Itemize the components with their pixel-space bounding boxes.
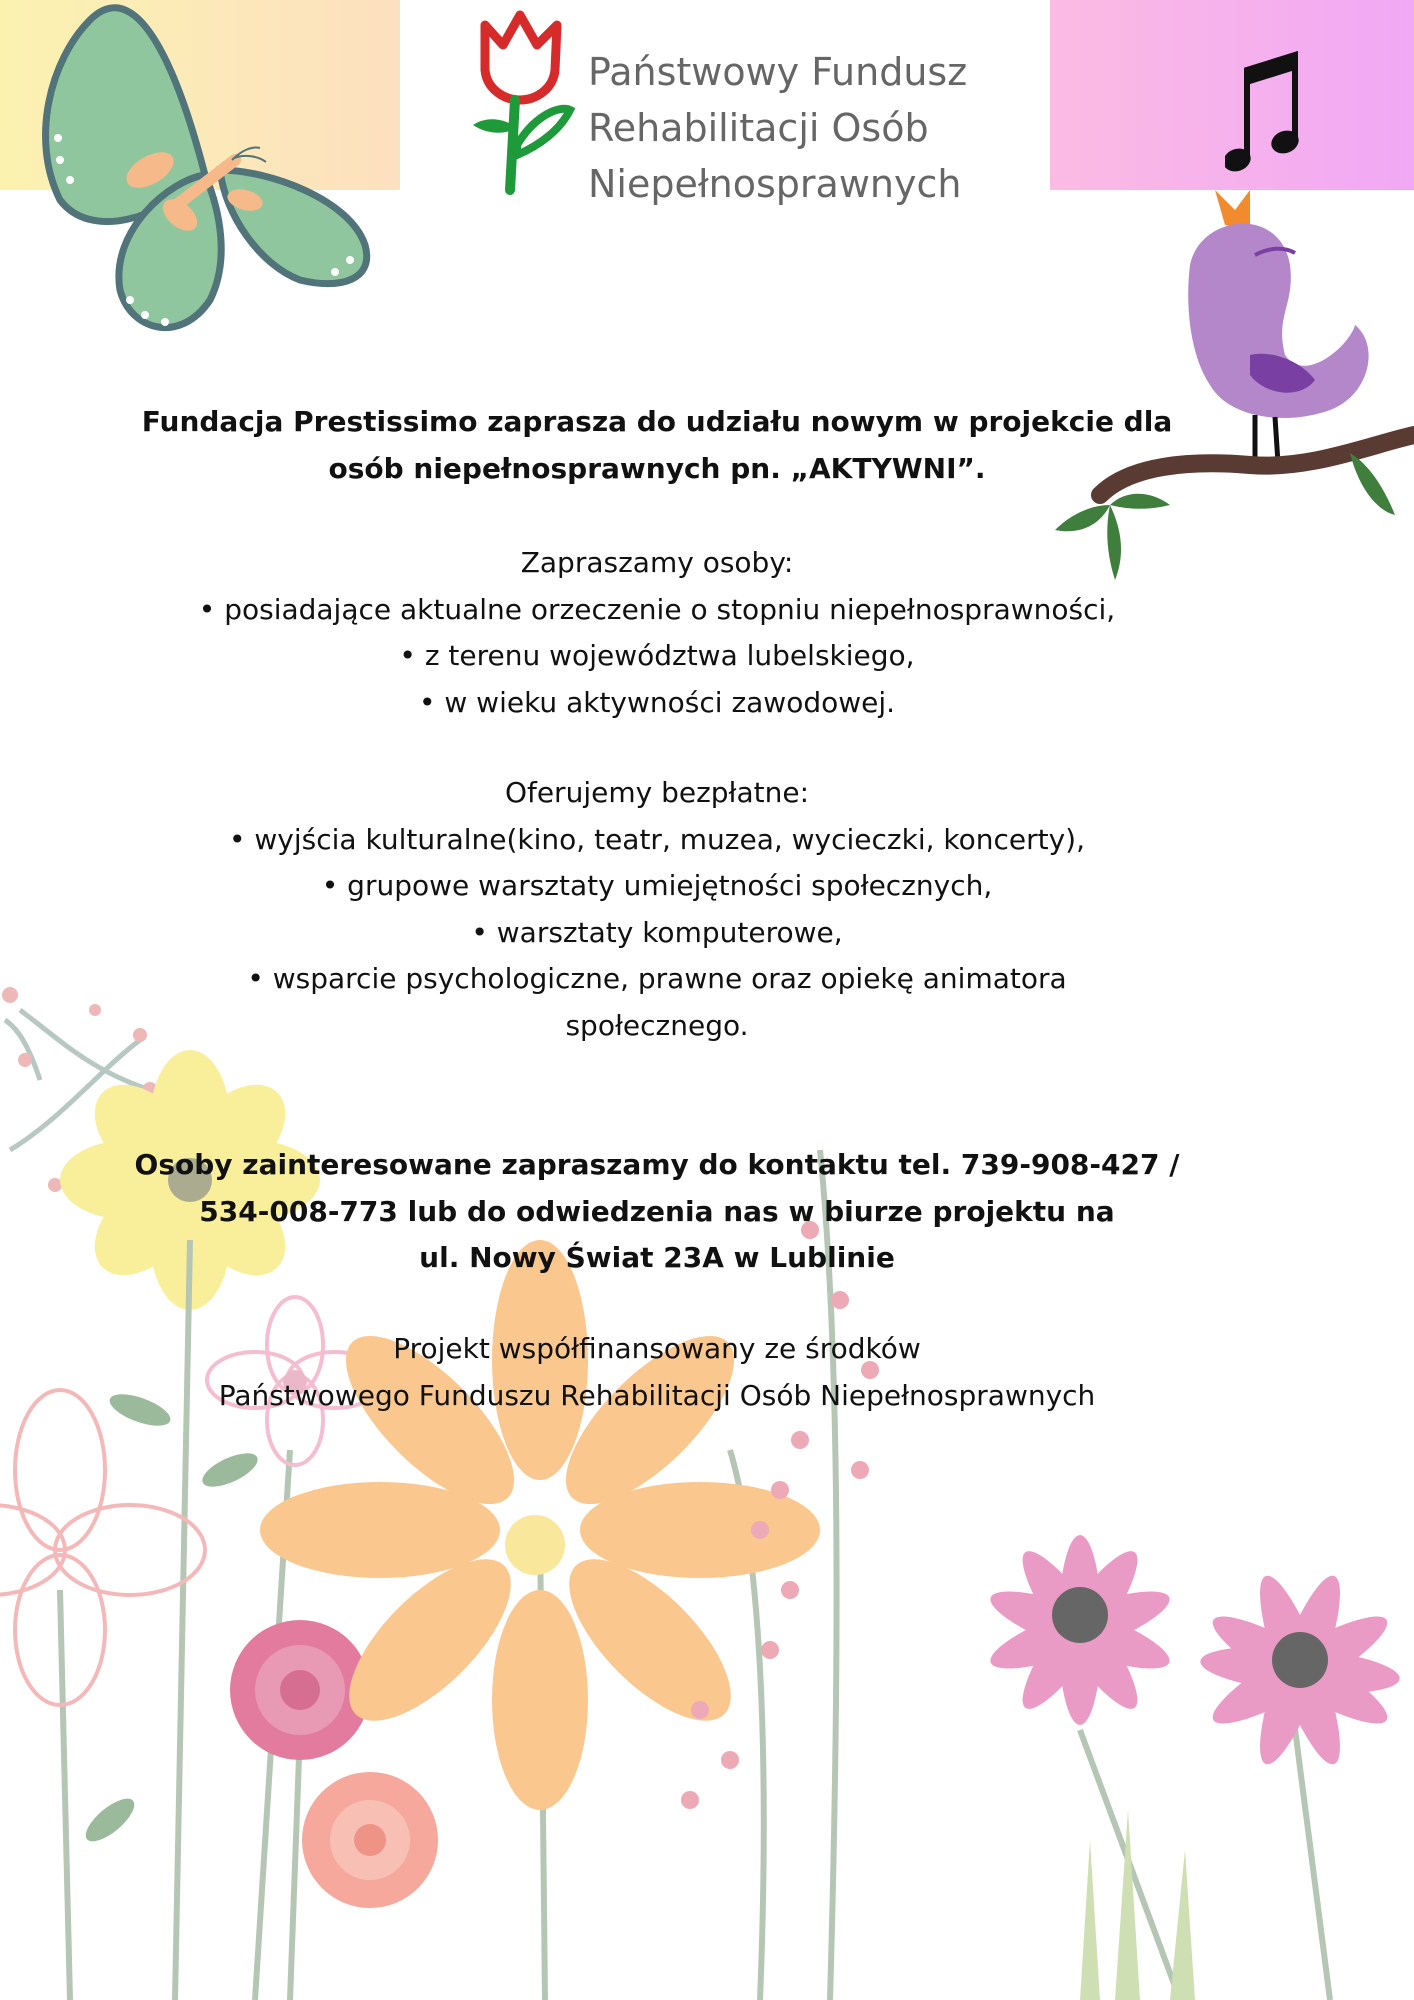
list-item: • w wieku aktywności zawodowej.: [418, 685, 896, 719]
bird-icon: [1050, 185, 1414, 585]
funding-line: Państwowego Funduszu Rehabilitacji Osób Niepełnosprawnych: [218, 1379, 1096, 1412]
logo-line: Niepełnosprawnych: [588, 162, 962, 206]
contact-line: Osoby zainteresowane zapraszamy do kontaktu tel. 739-908-427 /: [134, 1148, 1180, 1181]
butterfly-icon: [20, 0, 380, 345]
logo-line: Rehabilitacji Osób: [588, 106, 929, 150]
offer-heading: Oferujemy bezpłatne:: [504, 776, 810, 809]
list-item: • wsparcie psychologiczne, prawne oraz opiekę animatora: [247, 962, 1067, 995]
list-item: • wyjścia kulturalne(kino, teatr, muzea, wycieczki, koncerty),: [228, 822, 1086, 856]
contact-section: [100, 1142, 1214, 1282]
pfron-logo-icon: [465, 5, 575, 200]
logo-line: Państwowy Fundusz: [588, 50, 968, 94]
intro-line: Fundacja Prestissimo zaprasza do udziału nowym w projekcie dla: [141, 405, 1173, 438]
funding-line: Projekt współfinansowany ze środków: [393, 1332, 921, 1365]
intro-line: osób niepełnosprawnych pn. „AKTYWNI”.: [328, 452, 986, 485]
pfron-logo-text: [588, 44, 967, 212]
contact-line: 534-008-773 lub do odwiedzenia nas w biurze projektu na: [199, 1194, 1115, 1228]
invite-heading: Zapraszamy osoby:: [520, 546, 794, 579]
music-note-icon: [1225, 50, 1310, 180]
flowers-icon: [0, 950, 1414, 2000]
list-item: • posiadające aktualne orzeczenie o stopniu niepełnosprawności,: [198, 592, 1116, 626]
invite-section: [100, 540, 1214, 726]
list-item: • z terenu województwa lubelskiego,: [399, 639, 915, 672]
list-item: społecznego.: [565, 1008, 749, 1042]
list-item: • grupowe warsztaty umiejętności społecznych,: [321, 869, 993, 902]
contact-line: ul. Nowy Świat 23A w Lublinie: [419, 1241, 895, 1274]
intro-text: [100, 398, 1214, 492]
funding-note: [100, 1325, 1214, 1419]
list-item: • warsztaty komputerowe,: [471, 915, 843, 949]
